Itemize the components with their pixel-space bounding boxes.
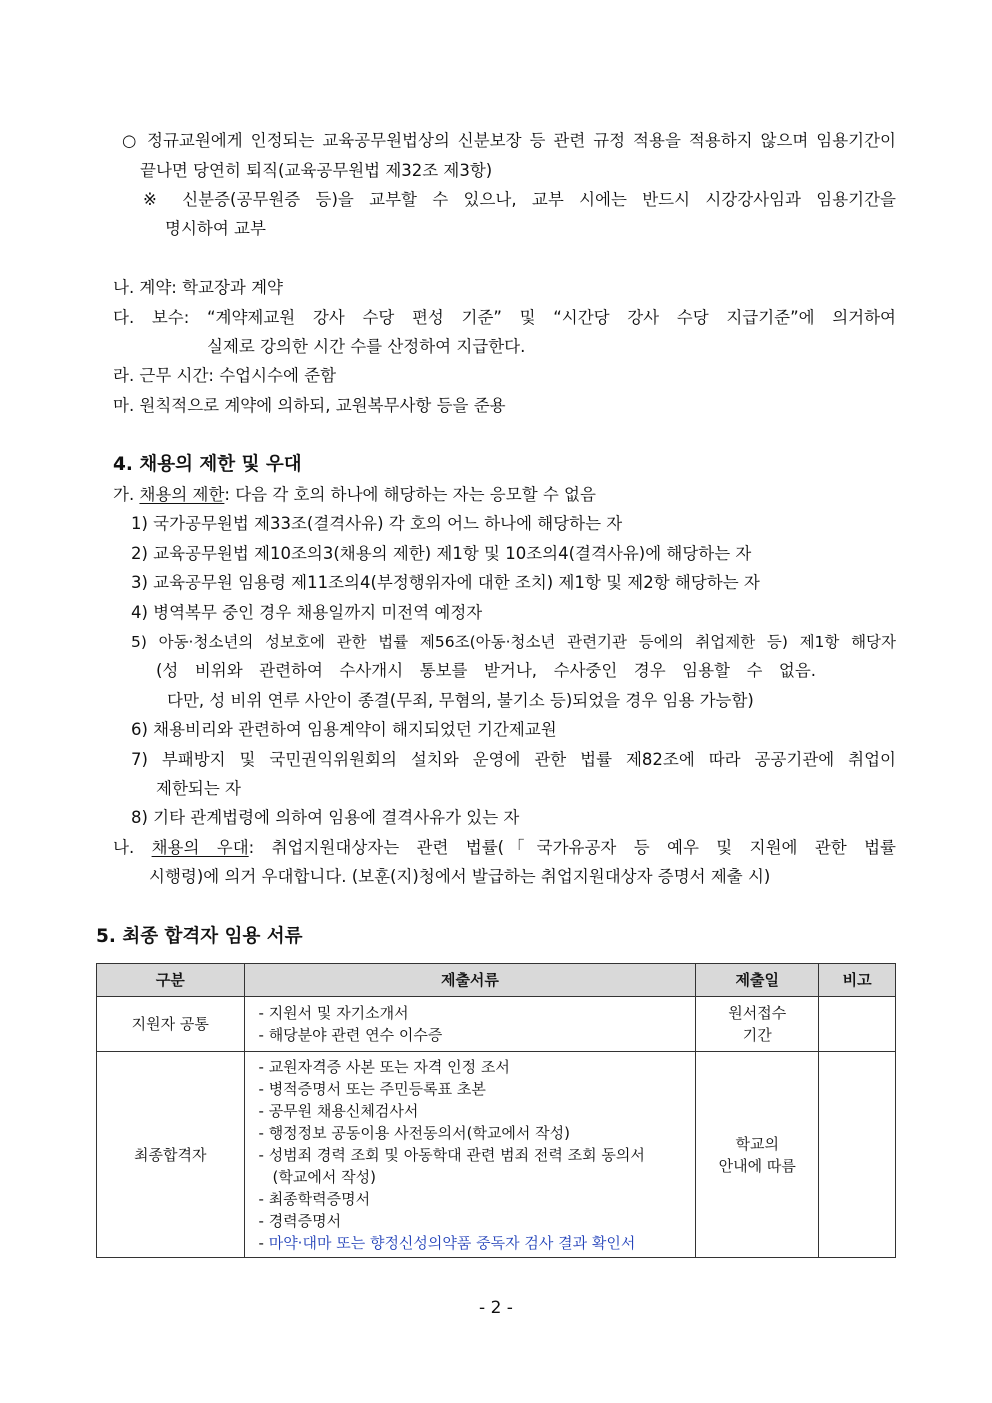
intro-note-line2: 명시하여 교부 xyxy=(165,219,266,238)
row1-date-line1: 원서접수 xyxy=(728,1004,787,1022)
row2-category: 최종합격자 xyxy=(97,1052,245,1258)
ga-rest: : 다음 각 호의 하나에 해당하는 자는 응모할 수 없음 xyxy=(224,485,596,504)
row1-note xyxy=(819,997,896,1052)
section4-ga xyxy=(113,483,596,507)
header-documents: 제출서류 xyxy=(244,964,696,997)
intro-bullet-line1: ○ 정규교원에게 인정되는 교육공무원법상의 신분보장 등 관련 규정 적용을 적용하지 않으며 임용기간이 xyxy=(122,131,896,150)
restriction-item-1: 1) 국가공무원법 제33조(결격사유) 각 호의 어느 하나에 해당하는 자 xyxy=(131,514,623,533)
term-principle: 마. 원칙적으로 계약에 의하되, 교원복무사항 등을 준용 xyxy=(113,396,506,415)
row1-date xyxy=(696,997,819,1052)
nb-rest: : 취업지원대상자는 관련 법률(「국가유공자 등 예우 및 지원에 관한 법률 xyxy=(248,838,896,857)
restriction-item-5-note2: 다만, 성 비위 연루 사안이 종결(무죄, 무혐의, 불기소 등)되었을 경우 임용 가능함) xyxy=(167,691,754,710)
row2-doc-8-dash: - xyxy=(258,1233,269,1252)
ga-prefix: 가. xyxy=(113,485,140,504)
section5-heading: 5. 최종 합격자 임용 서류 xyxy=(96,926,303,947)
table-row xyxy=(97,1052,896,1258)
row1-doc-1: - 지원서 및 자기소개서 xyxy=(258,1004,409,1022)
page-number: - 2 - xyxy=(479,1298,513,1318)
row2-doc-7: - 경력증명서 xyxy=(258,1211,342,1230)
header-category: 구분 xyxy=(97,964,245,997)
ga-underlined: 채용의 제한 xyxy=(139,485,225,504)
restriction-item-8: 8) 기타 관계법령에 의하여 임용에 결격사유가 있는 자 xyxy=(131,808,520,827)
restriction-item-7-cont: 제한되는 자 xyxy=(156,779,241,798)
row2-doc-3: - 공무원 채용신체검사서 xyxy=(258,1101,419,1120)
row2-date xyxy=(696,1052,819,1258)
row2-doc-8-highlight: 마약·대마 또는 향정신성의약품 중독자 검사 결과 확인서 xyxy=(268,1233,636,1252)
restriction-item-5: 5) 아동·청소년의 성보호에 관한 법률 제56조(아동·청소년 관련기관 등에의 취업제한 등) 제1항 해당자 xyxy=(131,633,896,651)
restriction-item-6: 6) 채용비리와 관련하여 임용계약이 해지되었던 기간제교원 xyxy=(131,720,557,739)
row2-note xyxy=(819,1052,896,1258)
header-note: 비고 xyxy=(819,964,896,997)
row2-date-line2: 안내에 따름 xyxy=(718,1156,796,1175)
row2-doc-1: - 교원자격증 사본 또는 자격 인정 조서 xyxy=(258,1057,510,1076)
restriction-item-7: 7) 부패방지 및 국민권익위원회의 설치와 운영에 관한 법률 제82조에 따라 공공기관에 취업이 xyxy=(131,750,896,769)
restriction-item-5-note1: (성 비위와 관련하여 수사개시 통보를 받거나, 수사중인 경우 임용할 수 없음. xyxy=(156,661,816,680)
row1-date-line2: 기간 xyxy=(742,1026,772,1044)
row2-docs xyxy=(244,1052,696,1258)
documents-table xyxy=(96,963,896,1258)
section4-na xyxy=(113,836,896,860)
section4-na-line2: 시행령)에 의거 우대합니다. (보훈(지)청에서 발급하는 취업지원대상자 증명서 제출 시) xyxy=(149,867,771,886)
nb-underlined: 채용의 우대 xyxy=(151,838,249,857)
row2-doc-5: - 성범죄 경력 조회 및 아동학대 관련 범죄 전력 조회 동의서 xyxy=(258,1145,645,1164)
restriction-item-3: 3) 교육공무원 임용령 제11조의4(부정행위자에 대한 조치) 제1항 및 제2항 해당하는 자 xyxy=(131,573,760,592)
row2-doc-5-cont: (학교에서 작성) xyxy=(272,1167,376,1186)
term-hours: 라. 근무 시간: 수업시수에 준함 xyxy=(113,366,337,385)
row1-doc-2: - 해당분야 관련 연수 이수증 xyxy=(258,1026,443,1044)
table-row xyxy=(97,997,896,1052)
intro-bullet-line2: 끝나면 당연히 퇴직(교육공무원법 제32조 제3항) xyxy=(140,161,493,180)
restriction-item-4: 4) 병역복무 중인 경우 채용일까지 미전역 예정자 xyxy=(131,603,483,622)
section4-heading: 4. 채용의 제한 및 우대 xyxy=(113,454,302,475)
header-date: 제출일 xyxy=(696,964,819,997)
table-header-row xyxy=(97,964,896,997)
intro-note-line1: ※ 신분증(공무원증 등)을 교부할 수 있으나, 교부 시에는 반드시 시강강사임과 임용기간을 xyxy=(143,190,896,209)
row2-doc-8 xyxy=(259,1232,688,1254)
nb-prefix: 나. xyxy=(113,838,152,857)
row1-category: 지원자 공통 xyxy=(97,997,245,1052)
term-contract: 나. 계약: 학교장과 계약 xyxy=(113,278,283,297)
term-pay-line1: 다. 보수: “계약제교원 강사 수당 편성 기준” 및 “시간당 강사 수당 지급기준”에 의거하여 xyxy=(113,308,896,327)
row2-date-line1: 학교의 xyxy=(735,1134,780,1153)
row2-doc-2: - 병적증명서 또는 주민등록표 초본 xyxy=(258,1079,486,1098)
row2-doc-6: - 최종학력증명서 xyxy=(258,1189,371,1208)
restriction-item-2: 2) 교육공무원법 제10조의3(채용의 제한) 제1항 및 10조의4(결격사유)에 해당하는 자 xyxy=(131,544,752,563)
row1-docs xyxy=(244,997,696,1052)
term-pay-line2: 실제로 강의한 시간 수를 산정하여 지급한다. xyxy=(207,337,526,356)
row2-doc-4: - 행정정보 공동이용 사전동의서(학교에서 작성) xyxy=(258,1123,571,1142)
